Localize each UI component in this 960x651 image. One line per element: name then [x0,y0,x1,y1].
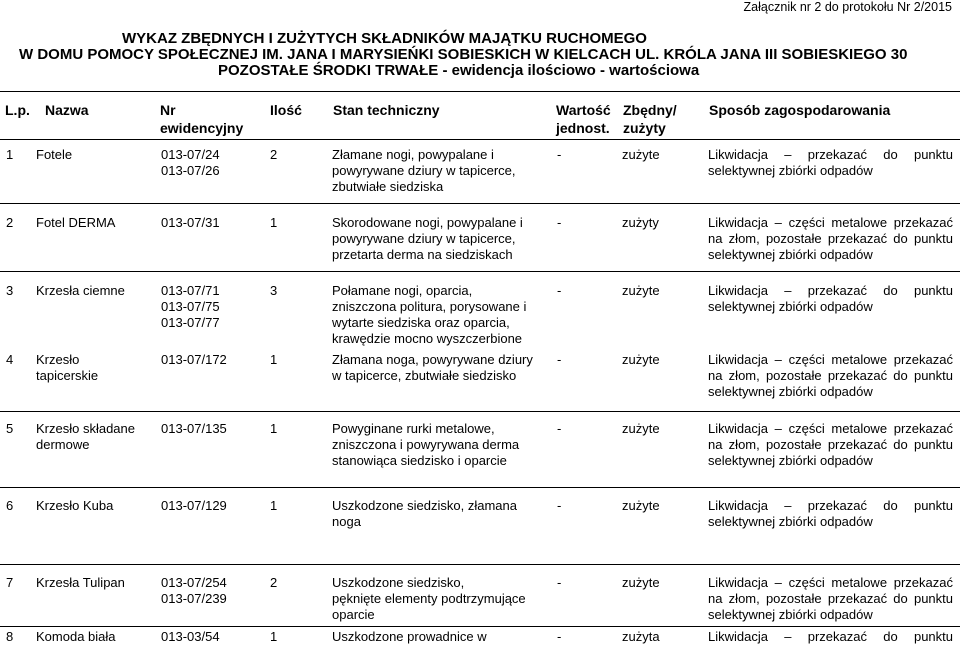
title-line-1: WYKAZ ZBĘDNYCH I ZUŻYTYCH SKŁADNIKÓW MAJĄTKU RUCHOMEGO [122,30,647,47]
annex-note: Załącznik nr 2 do protokołu Nr 2/2015 [743,0,952,14]
header-state: Stan techniczny [333,102,440,118]
row-2-nr: 013-07/31 [161,215,220,230]
row-1-disposal: Likwidacja – przekazać do punktu selektywnej zbiórki odpadów [708,147,953,178]
row-7-state: Uszkodzone siedzisko, pęknięte elementy podtrzymujące oparcie [332,575,526,622]
row-3-disposal: Likwidacja – przekazać do punktu selektywnej zbiórki odpadów [708,283,953,314]
row-divider [0,564,960,565]
row-7-name: Krzesła Tulipan [36,575,125,590]
row-4-disposal: Likwidacja – części metalowe przekazać na złom, pozostałe przekazać do punktu selektywnej zbiórki odpadów [708,352,953,399]
row-3-nr: 013-07/71 013-07/75 013-07/77 [161,283,220,330]
header-value: Wartość jednost. [556,102,611,136]
row-1-state: Złamane nogi, powypalane i powyrywane dziury w tapicerce, zbutwiałe siedziska [332,147,516,194]
row-4-qty: 1 [270,352,278,367]
row-5-value: - [557,421,562,436]
row-6-need: zużyte [622,498,660,513]
row-6-qty: 1 [270,498,278,513]
row-divider [0,411,960,412]
row-2-qty: 1 [270,215,278,230]
row-divider [0,271,960,272]
title-line-2: W DOMU POMOCY SPOŁECZNEJ IM. JANA I MARYSIEŃKI SOBIESKICH W KIELCACH UL. KRÓLA JANA III SOBIESKIEGO 30 [19,46,908,63]
row-8-need: zużyta [622,629,660,644]
row-5-disposal: Likwidacja – części metalowe przekazać na złom, pozostałe przekazać do punktu selektywnej zbiórki odpadów [708,421,953,468]
row-8-name: Komoda biała [36,629,116,644]
row-divider [0,203,960,204]
row-6-name: Krzesło Kuba [36,498,114,513]
row-7-disposal: Likwidacja – części metalowe przekazać na złom, pozostałe przekazać do punktu selektywnej zbiórki odpadów [708,575,953,622]
row-7-value: - [557,575,562,590]
row-7-qty: 2 [270,575,278,590]
row-3-lp: 3 [6,283,14,298]
row-2-lp: 2 [6,215,14,230]
header-disposal: Sposób zagospodarowania [709,102,891,118]
row-8-state: Uszkodzone prowadnice w [332,629,487,644]
row-7-need: zużyte [622,575,660,590]
row-8-nr: 013-03/54 [161,629,220,644]
row-3-qty: 3 [270,283,278,298]
row-8-lp: 8 [6,629,14,644]
row-2-value: - [557,215,562,230]
row-6-disposal: Likwidacja – przekazać do punktu selektywnej zbiórki odpadów [708,498,953,529]
row-5-nr: 013-07/135 [161,421,227,436]
row-6-state: Uszkodzone siedzisko, złamana noga [332,498,517,529]
row-8-qty: 1 [270,629,278,644]
row-3-name: Krzesła ciemne [36,283,125,298]
header-need: Zbędny/ zużyty [623,102,677,136]
row-7-nr: 013-07/254 013-07/239 [161,575,227,606]
header-nr: Nr ewidencyjny [160,102,244,136]
header-name: Nazwa [45,102,89,118]
row-4-need: zużyte [622,352,660,367]
row-1-name: Fotele [36,147,73,162]
row-5-lp: 5 [6,421,14,436]
row-3-value: - [557,283,562,298]
row-divider [0,626,960,627]
row-divider [0,487,960,488]
row-4-name: Krzesło tapicerskie [36,352,99,383]
row-6-lp: 6 [6,498,14,513]
row-8-value: - [557,629,562,644]
row-1-need: zużyte [622,147,660,162]
row-5-state: Powyginane rurki metalowe, zniszczona i powyrywana derma stanowiąca siedzisko i oparcie [332,421,520,468]
row-4-state: Złamana noga, powyrywane dziury w tapicerce, zbutwiałe siedzisko [332,352,533,383]
row-1-nr: 013-07/24 013-07/26 [161,147,220,178]
header-qty: Ilość [270,102,302,118]
row-4-lp: 4 [6,352,14,367]
row-5-name: Krzesło składane dermowe [36,421,135,452]
row-2-need: zużyty [622,215,659,230]
row-1-value: - [557,147,562,162]
row-6-value: - [557,498,562,513]
title-line-3: POZOSTAŁE ŚRODKI TRWAŁE - ewidencja ilościowo - wartościowa [218,62,700,79]
row-7-lp: 7 [6,575,14,590]
row-2-state: Skorodowane nogi, powypalane i powyrywane dziury w tapicerce, przetarta derma na siedziskach [332,215,523,262]
row-5-qty: 1 [270,421,278,436]
row-1-qty: 2 [270,147,278,162]
row-8-disposal: Likwidacja – przekazać do punktu [708,629,953,644]
row-2-disposal: Likwidacja – części metalowe przekazać na złom, pozostałe przekazać do punktu selektywnej zbiórki odpadów [708,215,953,262]
row-3-state: Połamane nogi, oparcia, zniszczona politura, porysowane i wytarte siedziska oraz oparcia, krawędzie mocno wyszczerbione [332,283,527,346]
table-top-rule [0,91,960,92]
row-5-need: zużyte [622,421,660,436]
row-4-value: - [557,352,562,367]
row-6-nr: 013-07/129 [161,498,227,513]
header-bottom-rule [0,139,960,140]
header-lp: L.p. [5,102,30,118]
row-2-name: Fotel DERMA [36,215,116,230]
row-4-nr: 013-07/172 [161,352,227,367]
row-1-lp: 1 [6,147,14,162]
row-3-need: zużyte [622,283,660,298]
